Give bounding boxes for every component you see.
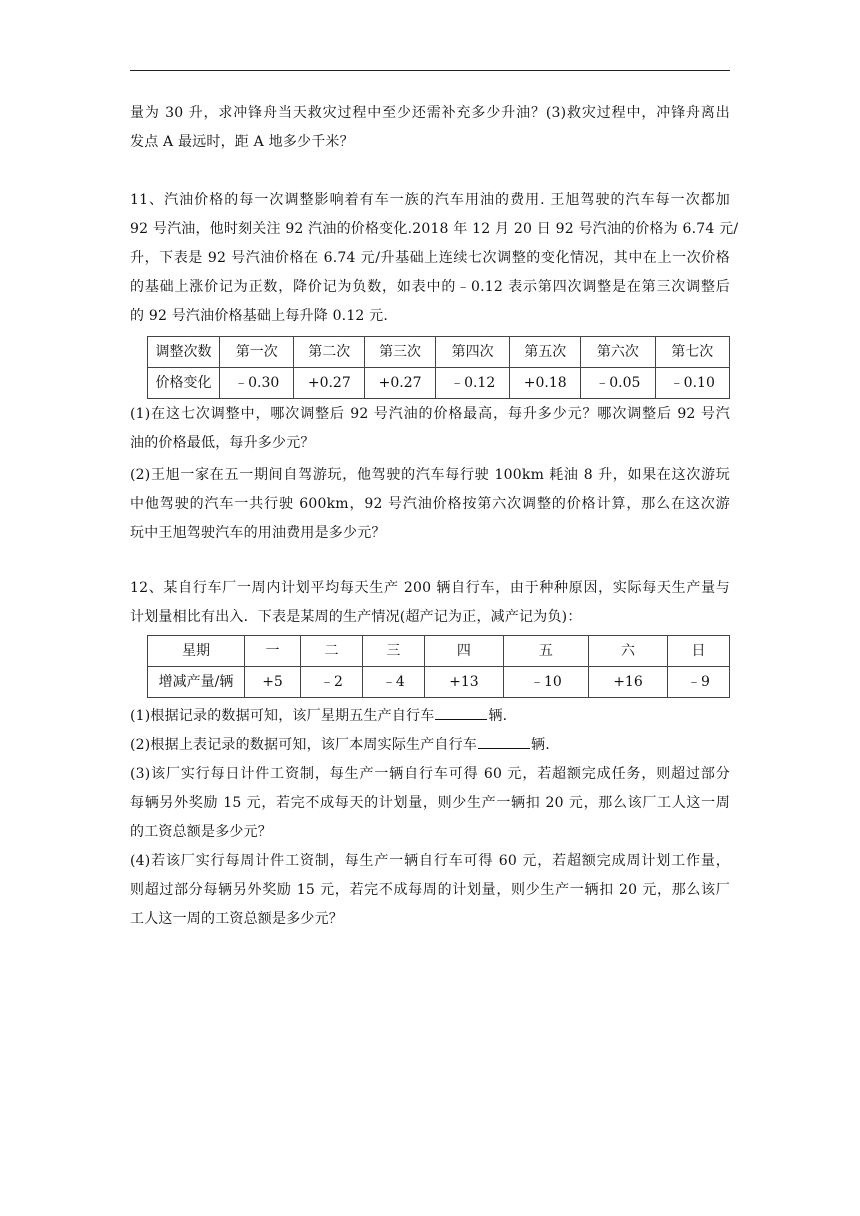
- table-cell: 第七次: [655, 337, 729, 368]
- table-cell: +0.18: [510, 368, 581, 399]
- table-cell: ﹣4: [362, 667, 424, 698]
- text-line: 升，下表是 92 号汽油价格在 6.74 元/升基础上连续七次调整的变化情况，其中在上一次价格: [130, 250, 730, 266]
- table-cell: 第二次: [294, 337, 365, 368]
- text-segment: 辆.: [488, 708, 508, 724]
- text-line: 发点 A 最远时，距 A 地多少千米？: [130, 134, 354, 150]
- table-cell: 三: [362, 636, 424, 667]
- question-11-part-1: [130, 400, 730, 458]
- text-segment: (1)根据记录的数据可知，该厂星期五生产自行车: [130, 708, 435, 724]
- text-line: 的 92 号汽油价格基础上每升降 0.12 元.: [130, 308, 389, 324]
- question-10-tail: [130, 99, 730, 157]
- text-line: 11、汽油价格的每一次调整影响着有车一族的汽车用油的费用. 王旭驾驶的汽车每一次都加: [130, 192, 730, 208]
- text-line: 量为 30 升，求冲锋舟当天救灾过程中至少还需补充多少升油？(3)救灾过程中，冲锋舟离出: [130, 105, 730, 121]
- text-line: (1)在这七次调整中，哪次调整后 92 号汽油的价格最高，每升多少元？哪次调整后 92 号汽: [130, 406, 730, 422]
- text-line: 12、某自行车厂一周内计划平均每天生产 200 辆自行车，由于种种原因，实际每天生产量与: [130, 580, 730, 596]
- answer-blank[interactable]: [478, 734, 530, 749]
- table-cell: ﹣9: [668, 667, 730, 698]
- table-cell: 第三次: [365, 337, 436, 368]
- table-cell: ﹣10: [503, 667, 588, 698]
- table-cell: ﹣0.05: [581, 368, 655, 399]
- question-11-part-2: [130, 461, 730, 548]
- text-line: (4)若该厂实行每周计件工资制，每生产一辆自行车可得 60 元，若超额完成周计划工作量，: [130, 853, 730, 869]
- table-cell: 日: [668, 636, 730, 667]
- table-cell: 增减产量/辆: [148, 667, 245, 698]
- bicycle-production-table: [147, 635, 730, 698]
- text-segment: 辆.: [531, 737, 550, 753]
- table-row: [148, 368, 730, 399]
- text-line: 的基础上涨价记为正数，降价记为负数，如表中的﹣0.12 表示第四次调整是在第三次调整后: [130, 279, 730, 295]
- text-line: (2)王旭一家在五一期间自驾游玩，他驾驶的汽车每行驶 100km 耗油 8 升，如果在这次游玩: [130, 467, 730, 483]
- header-rule: [130, 70, 730, 71]
- table-cell: 一: [245, 636, 301, 667]
- table-row: [148, 337, 730, 368]
- table-row: [148, 667, 730, 698]
- question-12-parts: [130, 702, 730, 934]
- table-cell: 调整次数: [148, 337, 220, 368]
- table-cell: 第一次: [220, 337, 294, 368]
- table-cell: 星期: [148, 636, 245, 667]
- text-line: 则超过部分每辆另外奖励 15 元，若完不成每周的计划量，则少生产一辆扣 20 元，那么该厂: [130, 882, 730, 898]
- table-cell: +16: [588, 667, 667, 698]
- text-line: 中他驾驶的汽车一共行驶 600km，92 号汽油价格按第六次调整的价格计算，那么在这次游: [130, 496, 730, 512]
- text-line: (3)该厂实行每日计件工资制，每生产一辆自行车可得 60 元，若超额完成任务，则超过部分: [130, 766, 730, 782]
- table-cell: ﹣0.12: [435, 368, 509, 399]
- table-cell: 第四次: [435, 337, 509, 368]
- table-cell: 二: [301, 636, 363, 667]
- text-line: 油的价格最低，每升多少元？: [130, 435, 315, 451]
- table-cell: ﹣0.30: [220, 368, 294, 399]
- text-line: 92 号汽油，他时刻关注 92 汽油的价格变化.2018 年 12 月 20 日 92 号汽油的价格为 6.74 元/: [130, 221, 739, 237]
- table-cell: 四: [424, 636, 503, 667]
- gas-price-table: [147, 336, 730, 399]
- question-12-stem: [130, 574, 730, 632]
- table-cell: ﹣2: [301, 667, 363, 698]
- table-cell: ﹣0.10: [655, 368, 729, 399]
- text-line: 每辆另外奖励 15 元，若完不成每天的计划量，则少生产一辆扣 20 元，那么该厂工人这一周: [130, 795, 730, 811]
- table-cell: +13: [424, 667, 503, 698]
- table-cell: 六: [588, 636, 667, 667]
- text-line: 的工资总额是多少元？: [130, 824, 272, 840]
- text-segment: (2)根据上表记录的数据可知，该厂本周实际生产自行车: [130, 737, 478, 753]
- table-cell: 五: [503, 636, 588, 667]
- table-cell: +0.27: [365, 368, 436, 399]
- text-line: 工人这一周的工资总额是多少元？: [130, 911, 343, 927]
- question-12-part-1: [130, 702, 730, 731]
- table-cell: +5: [245, 667, 301, 698]
- table-cell: 价格变化: [148, 368, 220, 399]
- text-line: 玩中王旭驾驶汽车的用油费用是多少元？: [130, 525, 386, 541]
- text-line: 计划量相比有出入．下表是某周的生产情况(超产记为正，减产记为负)：: [130, 609, 582, 625]
- table-cell: 第五次: [510, 337, 581, 368]
- question-12-part-2: [130, 731, 730, 760]
- table-cell: 第六次: [581, 337, 655, 368]
- question-11-stem: [130, 186, 739, 331]
- answer-blank[interactable]: [435, 705, 487, 720]
- table-row: [148, 636, 730, 667]
- table-cell: +0.27: [294, 368, 365, 399]
